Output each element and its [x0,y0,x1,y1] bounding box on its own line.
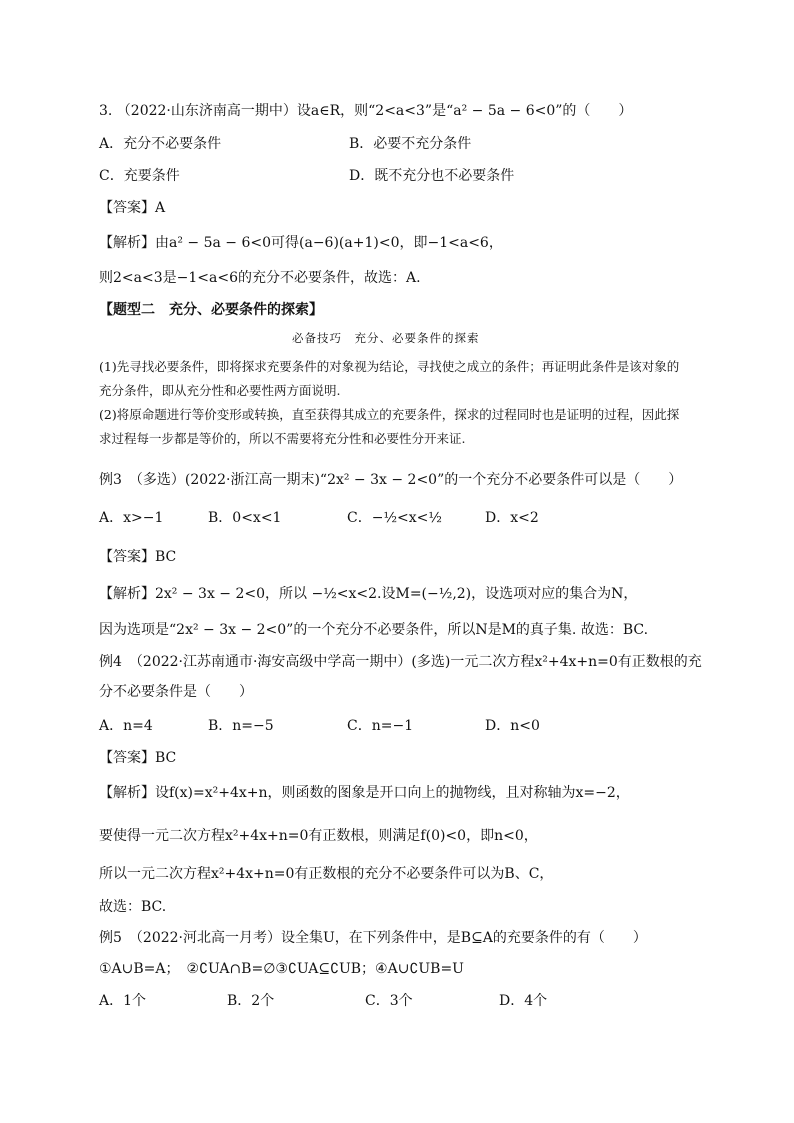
section-tip-2a: (2)将原命题进行等价变形或转换，直至获得其成立的充要条件，探求的过程同时也是证明的过程，因此探 [99,407,680,422]
ex3-option-d: D．x<2 [485,510,539,526]
q3-stem: 3. （2022·山东济南高一期中）设a∈R，则“2<a<3”是“a² − 5a − 6<0”的（ ） [99,103,633,119]
ex5-stem: 例5 （2022·河北高一月考）设全集U，在下列条件中，是B⊆A的充要条件的有（ ） [99,930,647,946]
ex4-stem-line-2: 分不必要条件是（ ） [99,684,253,700]
ex4-analysis-line-3: 所以一元二次方程x²+4x+n=0有正数根的充分不必要条件可以为B、C， [99,866,554,882]
ex4-option-d: D．n<0 [485,718,540,734]
ex3-option-c: C．−½<x<½ [347,510,442,526]
ex4-options-row [99,716,699,736]
ex3-option-a: A．x>−1 [99,510,164,526]
ex4-analysis-line-1: 【解析】设f(x)=x²+4x+n，则函数的图象是开口向上的抛物线，且对称轴为x=−2， [99,785,630,801]
q3-option-c: C．充要条件 [99,168,180,184]
ex5-option-d: D．4个 [499,993,548,1009]
ex5-option-b: B．2个 [227,993,275,1009]
ex4-option-b: B．n=−5 [208,718,274,734]
ex5-option-c: C．3个 [365,993,413,1009]
ex3-options-row [99,508,699,528]
ex3-answer: 【答案】BC [99,549,177,565]
ex5-conditions: ①A∪B=A； ②∁UA∩B=∅③∁UA⊆∁UB；④A∪∁UB=U [99,961,464,977]
q3-analysis-line-2: 则2<a<3是−1<a<6的充分不必要条件，故选：A. [99,270,421,286]
section-tip-1a: (1)先寻找必要条件，即将探求充要条件的对象视为结论，寻找使之成立的条件；再证明此条件是该对象的 [99,359,680,374]
q3-analysis-line-1: 【解析】由a² − 5a − 6<0可得(a−6)(a+1)<0，即−1<a<6， [99,235,503,251]
q3-options-row-1 [99,134,699,154]
section-subtitle: 必备技巧 充分、必要条件的探索 [292,331,480,345]
ex4-analysis-line-2: 要使得一元二次方程x²+4x+n=0有正数根，则满足f(0)<0，即n<0， [99,828,538,844]
section-tip-2b: 求过程每一步都是等价的，所以不需要将充分性和必要性分开来证. [99,431,466,446]
ex5-option-a: A．1个 [99,993,147,1009]
ex3-analysis-line-2: 因为选项是“2x² − 3x − 2<0”的一个充分不必要条件，所以N是M的真子集. 故选：BC. [99,622,649,638]
ex3-stem: 例3 （多选）(2022·浙江高一期末)“2x² − 3x − 2<0”的一个充分不必要条件可以是（ ） [99,472,683,488]
ex4-option-a: A．n=4 [99,718,153,734]
ex3-option-b: B．0<x<1 [208,510,282,526]
ex4-option-c: C．n=−1 [347,718,414,734]
ex4-stem-line-1: 例4 （2022·江苏南通市·海安高级中学高一期中）(多选)一元二次方程x²+4x+n=0有正数根的充 [99,654,702,670]
ex4-analysis-line-4: 故选：BC. [99,899,167,915]
q3-answer: 【答案】A [99,200,166,216]
q3-option-b: B．必要不充分条件 [349,136,472,152]
section-title: 【题型二 充分、必要条件的探索】 [99,302,323,318]
section-tip-1b: 充分条件，即从充分性和必要性两方面说明. [99,383,341,398]
ex3-analysis-line-1: 【解析】2x² − 3x − 2<0，所以 −½<x<2.设M=(−½,2)，设选项对应的集合为N， [99,586,638,602]
ex5-options-row [99,991,699,1011]
q3-option-d: D．既不充分也不必要条件 [349,168,515,184]
ex4-answer: 【答案】BC [99,750,177,766]
q3-options-row-2 [99,166,699,186]
q3-option-a: A．充分不必要条件 [99,136,222,152]
